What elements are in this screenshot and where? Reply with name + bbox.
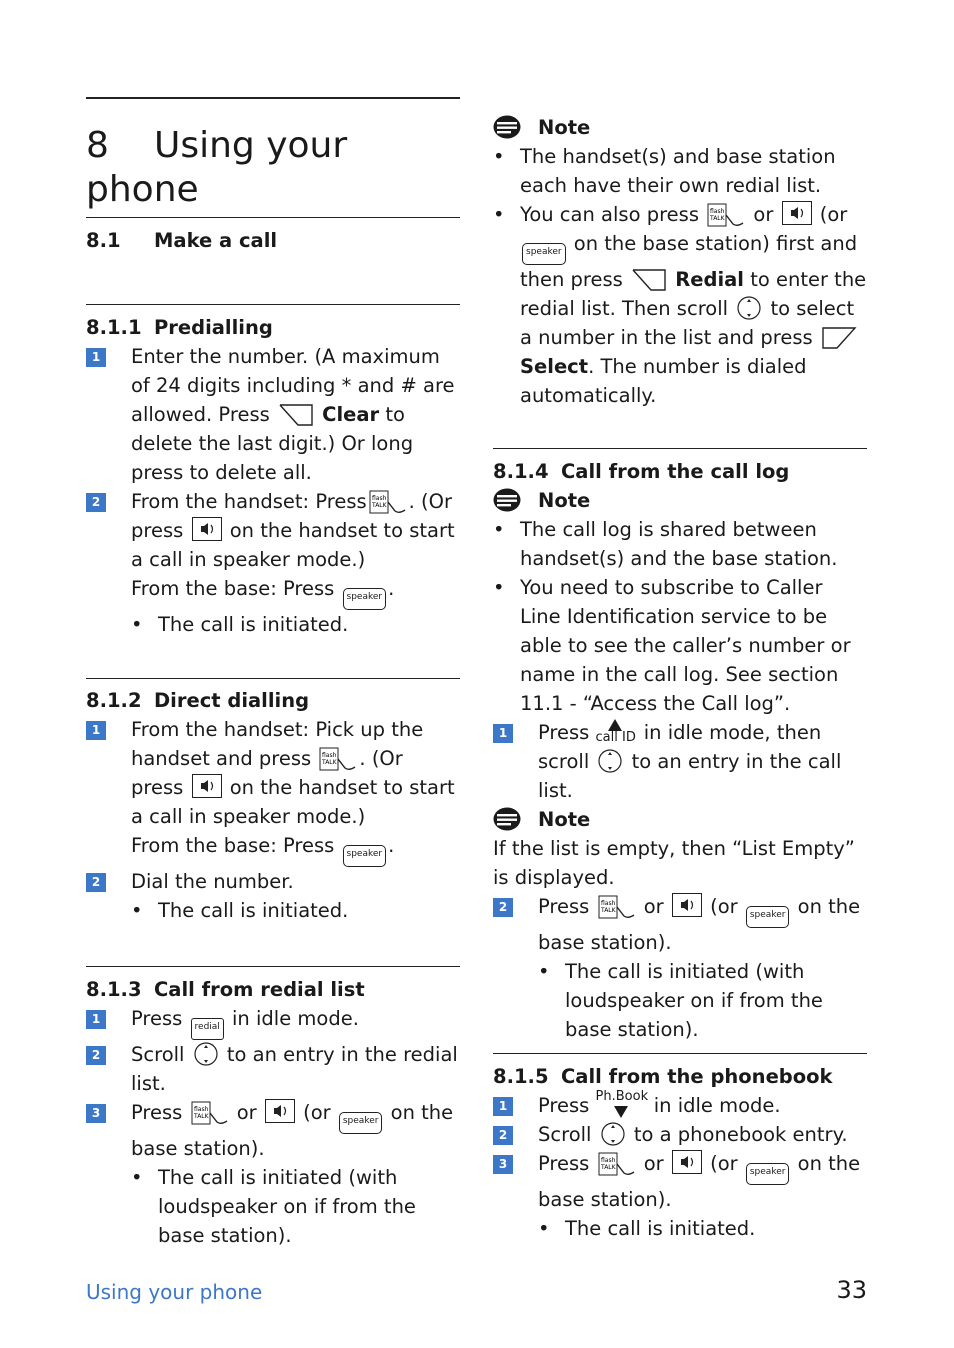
flash-text: flash (193, 1106, 208, 1113)
talk-text: TALK (600, 907, 616, 914)
talk-text: TALK (371, 502, 387, 509)
step-text: . (Or press (131, 490, 453, 542)
base-speaker-key: speaker (339, 1112, 383, 1134)
note-bullet (493, 142, 867, 200)
step-text: in idle mode. (653, 1094, 781, 1117)
section-title: Make a call (154, 229, 278, 252)
step-text: Press (538, 1094, 590, 1117)
section-number: 8.1.4 (493, 460, 549, 483)
step-text: in idle mode, then scroll (538, 721, 822, 773)
step-number: 1 (493, 724, 513, 743)
step-text: From the handset: Press (131, 490, 367, 513)
redial-key: redial (191, 1018, 224, 1040)
redial-note (493, 113, 867, 410)
talk-key-icon (369, 490, 407, 514)
step-3 (493, 1149, 867, 1214)
footer-section-title: Using your phone (86, 1280, 263, 1304)
bullet (131, 896, 460, 925)
step-text: Scroll (538, 1123, 592, 1146)
step-text: and # are allowed. Press (131, 374, 455, 426)
step-text: or (643, 1152, 664, 1175)
star-symbol: * (341, 374, 352, 397)
bullet-text: The handset(s) and base station each have their own redial list. (520, 145, 836, 197)
step-3 (86, 1098, 460, 1163)
step-text: (or (710, 895, 738, 918)
chapter-title-text: Using your phone (86, 125, 348, 210)
flash-text: flash (600, 1157, 615, 1164)
section-rule (493, 1053, 867, 1054)
step-number: 2 (86, 493, 106, 512)
step-text: Press (538, 721, 590, 744)
softkey-left-icon (278, 403, 314, 427)
step-text: or (643, 895, 664, 918)
note-title: Note (538, 808, 591, 831)
note-bullet (493, 573, 867, 718)
phonebook-key-icon (595, 1089, 649, 1118)
bullet (538, 957, 867, 1044)
speaker-key-icon (192, 517, 222, 541)
bullet-text: The call is initiated. (158, 613, 349, 636)
step-text: on the handset to start a call in speaker mode.) (131, 519, 455, 571)
step-text: to an entry in the redial list. (131, 1043, 458, 1095)
note-heading (493, 805, 867, 834)
note-icon (493, 807, 521, 831)
softkey-left-icon (631, 268, 667, 292)
bullet-text: to select a number in the list and press (520, 297, 855, 349)
flash-text: flash (600, 900, 615, 907)
scroll-key-icon (597, 748, 623, 774)
step-text: to delete the last digit.) Or long press to delete all. (131, 403, 414, 484)
step-text: (or (710, 1152, 738, 1175)
step-1 (86, 342, 460, 487)
step-text: Enter the number. (A maximum of 24 digits including (131, 345, 440, 397)
speaker-key-icon (782, 201, 812, 225)
step-1 (493, 718, 867, 805)
step-2 (86, 867, 460, 896)
bullet-text: The call log is shared between handset(s) and the base station. (520, 518, 838, 570)
chapter-number: 8 (86, 125, 109, 166)
call-id-label: call ID (595, 730, 636, 745)
talk-key-icon (598, 1152, 636, 1176)
scroll-key-icon (193, 1041, 219, 1067)
section-title: Call from the phonebook (561, 1065, 833, 1088)
bullet-text: on the base station) first and then press (520, 232, 858, 291)
step-2 (493, 1120, 867, 1149)
bullet-text: (or (819, 203, 848, 226)
section-8-1-4-heading (493, 457, 867, 486)
scroll-key-icon (736, 295, 762, 321)
base-speaker-key: speaker (746, 1163, 790, 1185)
note-bullet (493, 515, 867, 573)
step-2 (86, 487, 460, 610)
redial-body (86, 1004, 460, 1250)
flash-text: flash (371, 495, 387, 502)
bullet-text: You can also press (520, 203, 699, 226)
talk-text: TALK (600, 1164, 616, 1171)
step-number: 2 (86, 1046, 106, 1065)
section-number: 8.1.1 (86, 316, 142, 339)
step-text: (or (303, 1101, 331, 1124)
step-text: Press (538, 1152, 590, 1175)
section-rule (86, 678, 460, 679)
predialling-body (86, 342, 460, 639)
chapter-rule (86, 97, 460, 99)
talk-key-icon (707, 203, 745, 227)
section-number: 8.1 (86, 229, 121, 252)
bullet (131, 1163, 460, 1250)
redial-label: Redial (675, 268, 744, 291)
speaker-key-icon (672, 1150, 702, 1174)
step-number: 2 (86, 873, 106, 892)
step-text: in idle mode. (232, 1007, 359, 1030)
section-8-1-5-heading (493, 1062, 867, 1091)
step-1 (493, 1091, 867, 1120)
note-icon (493, 488, 521, 512)
step-text: to an entry in the call list. (538, 750, 842, 802)
step-text: Press (131, 1007, 183, 1030)
step-text: From the base: Press (131, 577, 335, 600)
softkey-right-icon (821, 326, 857, 350)
base-speaker-key: speaker (746, 906, 790, 928)
step-text: on the base station). (538, 1152, 861, 1211)
speaker-key-icon (672, 893, 702, 917)
speaker-key-icon (265, 1099, 295, 1123)
talk-text: TALK (322, 759, 338, 766)
step-text: From the handset: Pick up the handset and press (131, 718, 424, 770)
scroll-key-icon (600, 1121, 626, 1147)
step-text: on the base station). (131, 1101, 454, 1160)
step-2 (86, 1040, 460, 1098)
speaker-key-icon (192, 774, 222, 798)
direct-dialling-body (86, 715, 460, 925)
chapter-title (86, 124, 460, 212)
section-8-1-1-heading (86, 313, 460, 342)
step-text: . (Or press (131, 747, 403, 799)
call-id-key-icon (596, 723, 638, 745)
section-rule (493, 448, 867, 449)
note-title: Note (538, 489, 591, 512)
bullet-text: The call is initiated (with loudspeaker on if from the base station). (158, 1166, 416, 1247)
bullet-text: The call is initiated (with loudspeaker on if from the base station). (565, 960, 823, 1041)
bullet-text: The call is initiated. (158, 899, 349, 922)
note-text-content: If the list is empty, then “List Empty” is displayed. (493, 837, 855, 889)
talk-key-icon (598, 895, 636, 919)
base-speaker-key: speaker (522, 243, 566, 265)
section-rule (86, 966, 460, 967)
page-number: 33 (836, 1276, 867, 1304)
note-text (493, 834, 867, 892)
bullet (131, 610, 460, 639)
note-heading (493, 486, 867, 515)
step-text: to a phonebook entry. (633, 1123, 848, 1146)
step-number: 1 (493, 1097, 513, 1116)
step-text: Dial the number. (131, 870, 294, 893)
base-speaker-key: speaker (343, 845, 387, 867)
step-text: Scroll (131, 1043, 185, 1066)
bullet-text: The call is initiated. (565, 1217, 756, 1240)
section-title: Call from the call log (561, 460, 790, 483)
section-number: 8.1.5 (493, 1065, 549, 1088)
section-rule (86, 304, 460, 305)
step-number: 3 (493, 1155, 513, 1174)
talk-text: TALK (193, 1113, 209, 1120)
section-rule (86, 217, 460, 218)
bullet (538, 1214, 867, 1243)
section-number: 8.1.3 (86, 978, 142, 1001)
step-number: 1 (86, 1010, 106, 1029)
step-text: . (388, 834, 395, 857)
select-label: Select (520, 355, 589, 378)
step-1 (86, 1004, 460, 1040)
talk-text: TALK (710, 215, 725, 222)
phonebook-body (493, 1091, 867, 1243)
note-heading (493, 113, 867, 142)
note-bullet (493, 200, 867, 410)
call-log-body (493, 486, 867, 1044)
step-number: 1 (86, 348, 106, 367)
bullet-text: to enter the redial list. Then scroll (520, 268, 867, 320)
step-text: on the handset to start a call in speaker mode.) (131, 776, 455, 828)
note-title: Note (538, 116, 591, 139)
bullet-text: . The number is dialed automatically. (520, 355, 807, 407)
step-text: Press (538, 895, 590, 918)
step-number: 2 (493, 1126, 513, 1145)
section-title: Direct dialling (154, 689, 310, 712)
step-text: . (388, 577, 395, 600)
step-2 (493, 892, 867, 957)
base-speaker-key: speaker (343, 588, 387, 610)
section-8-1-heading (86, 226, 460, 255)
section-8-1-3-heading (86, 975, 460, 1004)
section-8-1-2-heading (86, 686, 460, 715)
section-title: Call from redial list (154, 978, 365, 1001)
step-number: 2 (493, 898, 513, 917)
step-text: From the base: Press (131, 834, 335, 857)
phonebook-label: Ph.Book (595, 1089, 649, 1104)
step-number: 3 (86, 1104, 106, 1123)
step-text: Press (131, 1101, 183, 1124)
section-title: Predialling (154, 316, 273, 339)
flash-text: flash (710, 208, 725, 215)
step-number: 1 (86, 721, 106, 740)
bullet-text: You need to subscribe to Caller Line Identification service to be able to see the caller’s number or name in the call log. See section 11.1 - “Access the Call log”. (520, 576, 851, 715)
step-text: on the base station). (538, 895, 861, 954)
bullet-text: or (753, 203, 774, 226)
step-text: or (236, 1101, 257, 1124)
section-number: 8.1.2 (86, 689, 142, 712)
flash-text: flash (322, 752, 337, 759)
step-1 (86, 715, 460, 867)
talk-key-icon (191, 1101, 229, 1125)
talk-key-icon (319, 747, 357, 771)
note-icon (493, 115, 521, 139)
clear-label: Clear (322, 403, 380, 426)
